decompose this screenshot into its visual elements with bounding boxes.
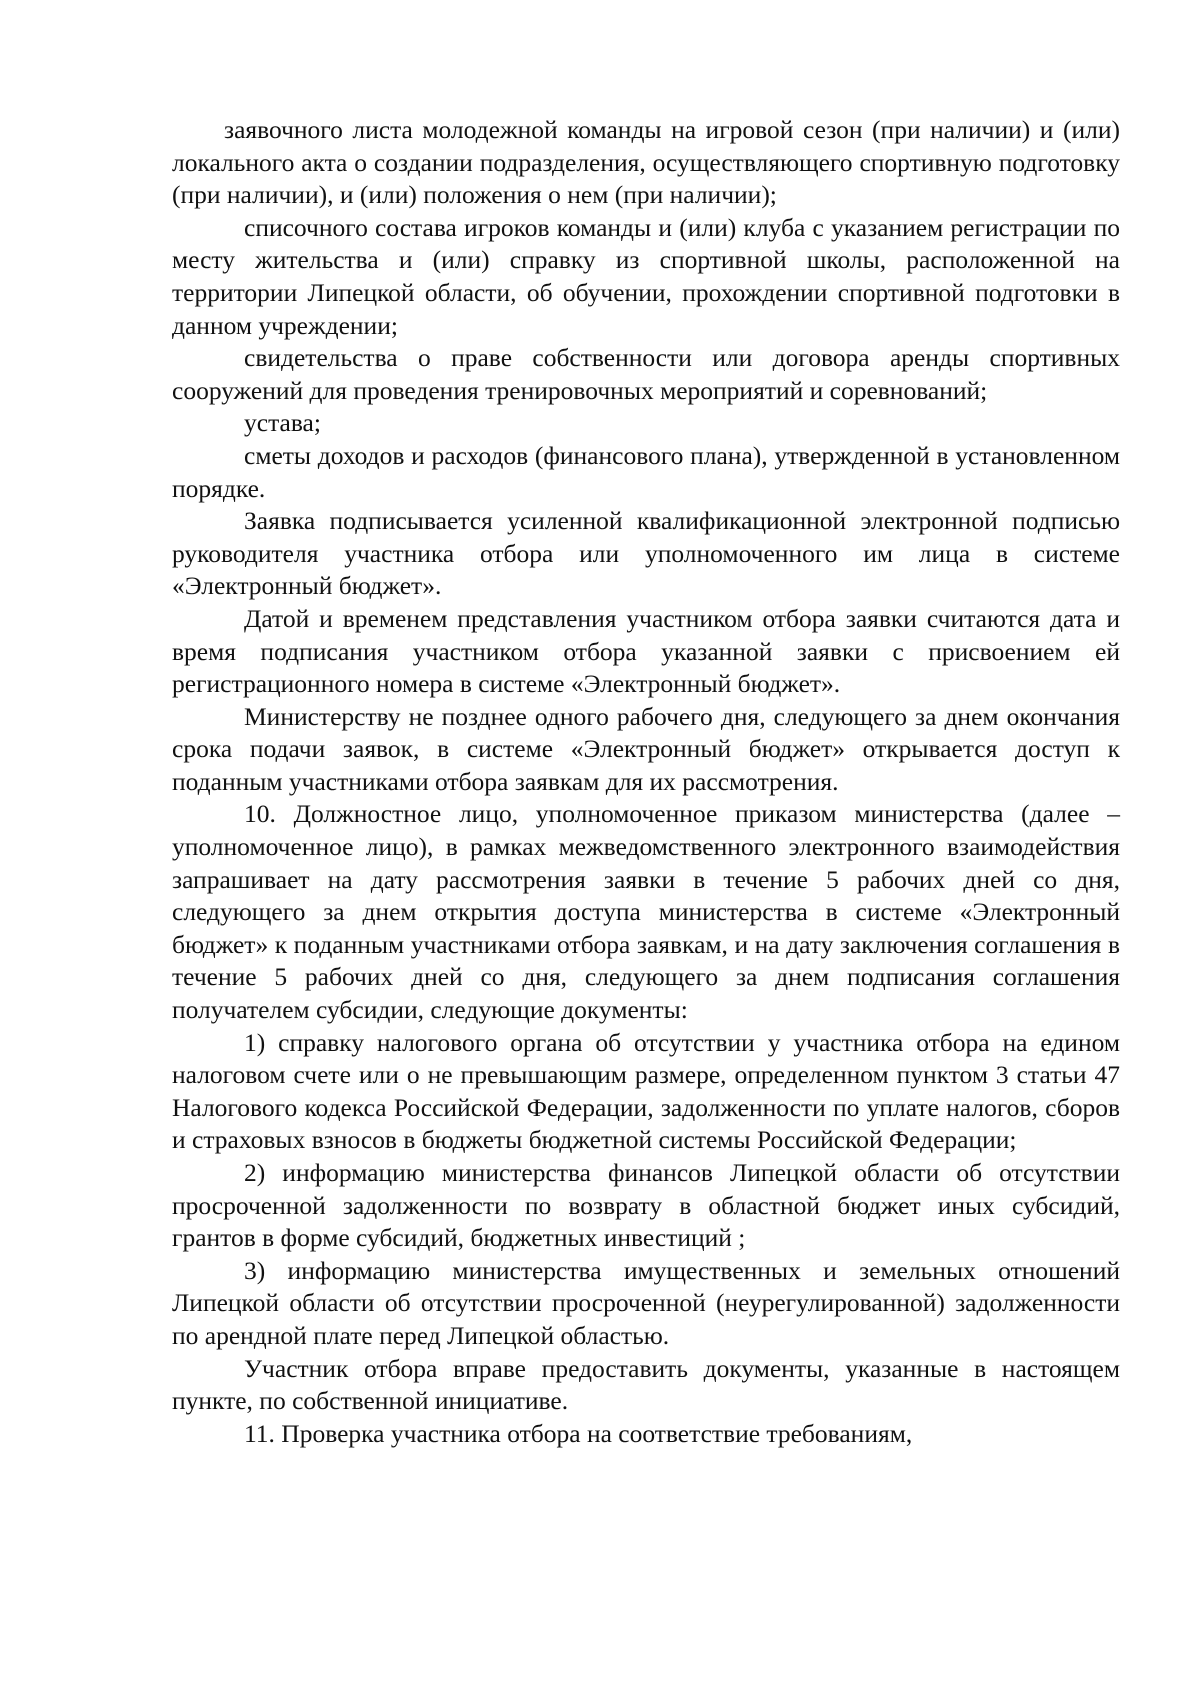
paragraph-application-list: заявочного листа молодежной команды на игровой сезон (при наличии) и (или) локального акта о создании подразделения, осуществляющего спортивную подготовку (при наличии), и (или) положения о нем (при наличии);	[172, 115, 1120, 210]
paragraph-item-1: 1) справку налогового органа об отсутствии у участника отбора на едином налоговом счете или о не превышающим размере, определенном пунктом 3 статьи 47 Налогового кодекса Российской Федерации, задолженности по уплате налогов, сборов и страховых взносов в бюджеты бюджетной системы Российской Федерации;	[172, 1027, 1120, 1155]
paragraph-submission-date: Датой и временем представления участником отбора заявки считаются дата и время подписания участником отбора указанной заявки с присвоением ей регистрационного номера в системе «Электронный бюджет».	[172, 603, 1120, 699]
paragraph-signature: Заявка подписывается усиленной квалификационной электронной подписью руководителя участника отбора или уполномоченного им лица в системе «Электронный бюджет».	[172, 506, 1120, 601]
paragraph-item-3: 3) информацию министерства имущественных и земельных отношений Липецкой области об отсутствии просроченной (неурегулированной) задолженности по арендной плате перед Липецкой областью.	[172, 1255, 1120, 1350]
paragraph-section-11: 11. Проверка участника отбора на соответствие требованиям,	[244, 1418, 913, 1448]
paragraph-ministry-access: Министерству не позднее одного рабочего дня, следующего за днем окончания срока подачи заявок, в системе «Электронный бюджет» открывается доступ к поданным участниками отбора заявкам для их рассмотрения.	[172, 701, 1120, 796]
document-body	[172, 114, 1120, 1450]
paragraph-player-roster: списочного состава игроков команды и (или) клуба с указанием регистрации по месту жительства и (или) справку из спортивной школы, расположенной на территории Липецкой области, об обучении, прохождении спортивной подготовки в данном учреждении;	[172, 212, 1120, 340]
paragraph-charter: устава;	[244, 408, 321, 438]
paragraph-section-10: 10. Должностное лицо, уполномоченное приказом министерства (далее – уполномоченное лицо), в рамках межведомственного электронного взаимодействия запрашивает на дату рассмотрения заявки в течение 5 рабочих дней со дня, следующего за днем открытия доступа министерства в системе «Электронный бюджет» к поданным участниками отбора заявкам, и на дату заключения соглашения в течение 5 рабочих дней со дня, следующего за днем подписания соглашения получателем субсидии, следующие документы:	[172, 799, 1120, 1025]
paragraph-own-initiative: Участник отбора вправе предоставить документы, указанные в настоящем пункте, по собственной инициативе.	[172, 1353, 1120, 1416]
paragraph-budget-estimate: сметы доходов и расходов (финансового плана), утвержденной в установленном порядке.	[172, 440, 1120, 503]
paragraph-item-2: 2) информацию министерства финансов Липецкой области об отсутствии просроченной задолженности по возврату в областной бюджет иных субсидий, грантов в форме субсидий, бюджетных инвестиций ;	[172, 1158, 1120, 1253]
paragraph-property-certificate: свидетельства о праве собственности или договора аренды спортивных сооружений для проведения тренировочных мероприятий и соревнований;	[172, 343, 1120, 405]
